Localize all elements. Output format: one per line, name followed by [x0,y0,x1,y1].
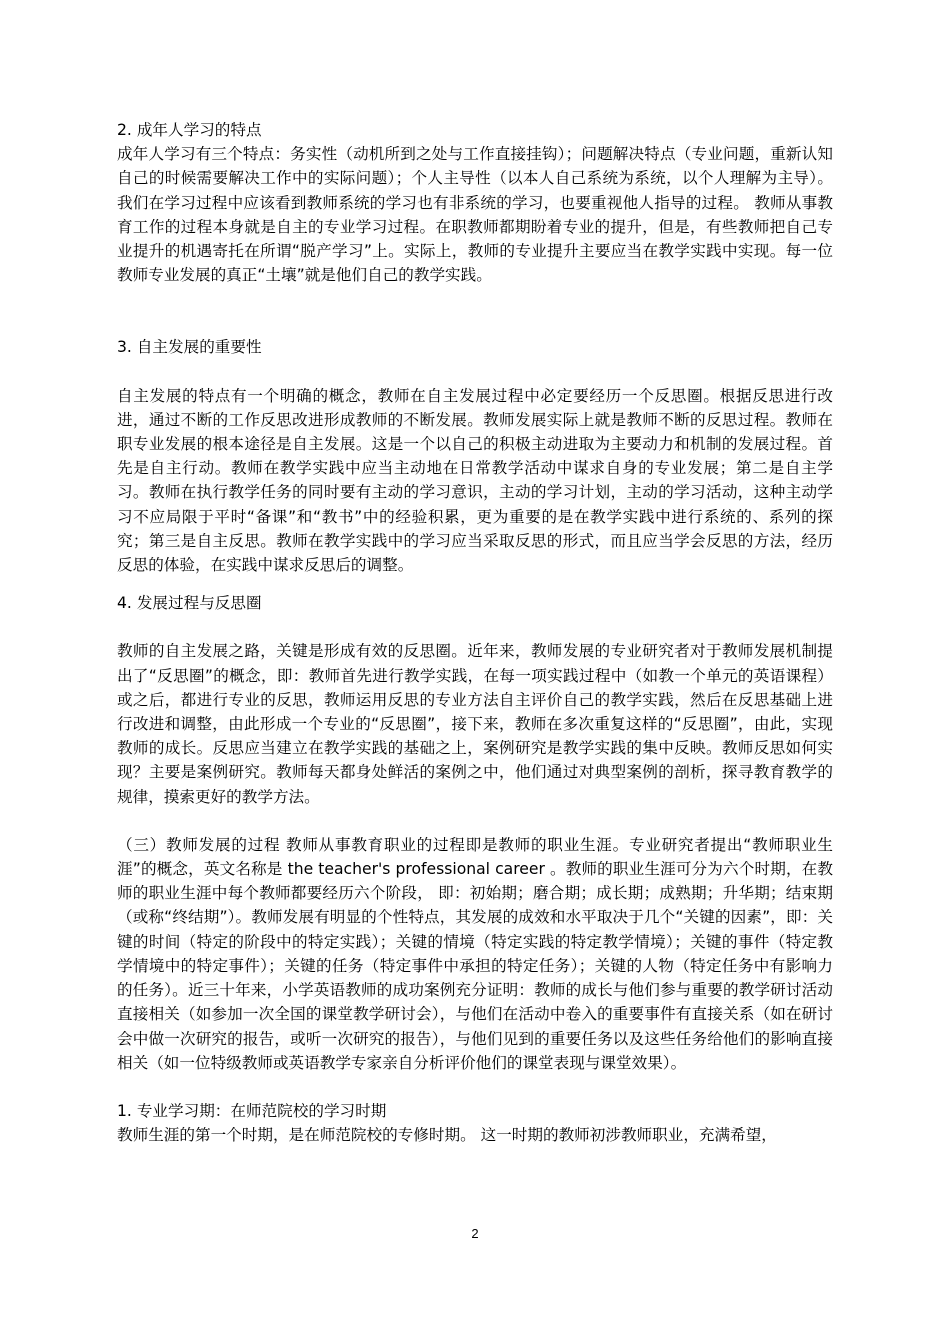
page-number: 2 [471,1226,479,1241]
paragraph-teacher-career: （三）教师发展的过程 教师从事教育职业的过程即是教师的职业生涯。专业研究者提出“教师职业生涯”的概念，英文名称是 the teacher's professional career 。教师的职业生涯可分为六个时期，在教师的职业生涯中每个教师都要经历六个阶段， 即：初始期；磨合期；成长期；成熟期；升华期；结束期（或称“终结期”）。教师发展有明显的个性特点，其发展的成效和水平取决于几个“关键的因素”，即：关键的时间（特定的阶段中的特定实践）；关键的情境（特定实践的特定教学情境）；关键的事件（特定教学情境中的特定事件）；关键的任务（特定事件中承担的特定任务）；关键的人物（特定任务中有影响力的任务）。近三十年来，小学英语教师的成功案例充分证明：教师的成长与他们参与重要的教学研讨活动直接相关（如参加一次全国的课堂教学研讨会），与他们在活动中卷入的重要事件有直接关系（如在研讨会中做一次研究的报告，或听一次研究的报告），与他们见到的重要任务以及这些任务给他们的影响直接相关（如一位特级教师或英语教学专家亲自分析评价他们的课堂表现与课堂效果）。 [117,835,833,1072]
paragraph-self-development: 自主发展的特点有一个明确的概念，教师在自主发展过程中必定要经历一个反思圈。根据反思进行改进，通过不断的工作反思改进形成教师的不断发展。教师发展实际上就是教师不断的反思过程。教师在职专业发展的根本途径是自主发展。这是一个以自己的积极主动进取为主要动力和机制的发展过程。首先是自主行动。教师在教学实践中应当主动地在日常教学活动中谋求自身的专业发展；第二是自主学习。教师在执行教学任务的同时要有主动的学习意识，主动的学习计划，主动的学习活动，这种主动学习不应局限于平时“备课”和“教书”中的经验积累，更为重要的是在教学实践中进行系统的、系列的探究；第三是自主反思。教师在教学实践中的学习应当采取反思的形式，而且应当学会反思的方法，经历反思的体验，在实践中谋求反思后的调整。 [117,386,833,575]
section-heading-period-1: 1. 专业学习期：在师范院校的学习时期 [117,1101,387,1120]
paragraph-adult-learning: 成年人学习有三个特点：务实性（动机所到之处与工作直接挂钩）；问题解决特点（专业问题，重新认知自己的时候需要解决工作中的实际问题）；个人主导性（以本人自己系统为系统，以个人理解为主导）。我们在学习过程中应该看到教师系统的学习也有非系统的学习，也要重视他人指导的过程。 教师从事教育工作的过程本身就是自主的专业学习过程。在职教师都期盼着专业的提升，但是，有些教师把自己专业提升的机遇寄托在所谓“脱产学习”上。实际上，教师的专业提升主要应当在教学实践中实现。每一位教师专业发展的真正“土壤”就是他们自己的教学实践。 [117,145,833,285]
section-heading-3: 3. 自主发展的重要性 [117,338,262,357]
paragraph-period-1: 教师生涯的第一个时期，是在师范院校的专修时期。 这一时期的教师初涉教师职业，充满希望， [117,1126,777,1145]
paragraph-reflection-circle: 教师的自主发展之路，关键是形成有效的反思圈。近年来，教师发展的专业研究者对于教师发展机制提出了“反思圈”的概念，即：教师首先进行教学实践，在每一项实践过程中（如教一个单元的英语课程）或之后，都进行专业的反思，教师运用反思的专业方法自主评价自己的教学实践，然后在反思基础上进行改进和调整，由此形成一个专业的“反思圈”，接下来，教师在多次重复这样的“反思圈”，由此，实现教师的成长。反思应当建立在教学实践的基础之上，案例研究是教学实践的集中反映。教师反思如何实现？主要是案例研究。教师每天都身处鲜活的案例之中，他们通过对典型案例的剖析，探寻教育教学的规律，摸索更好的教学方法。 [117,642,833,806]
section-heading-2: 2. 成年人学习的特点 [117,121,262,139]
document-page [117,118,833,1147]
section-heading-4: 4. 发展过程与反思圈 [117,594,262,613]
